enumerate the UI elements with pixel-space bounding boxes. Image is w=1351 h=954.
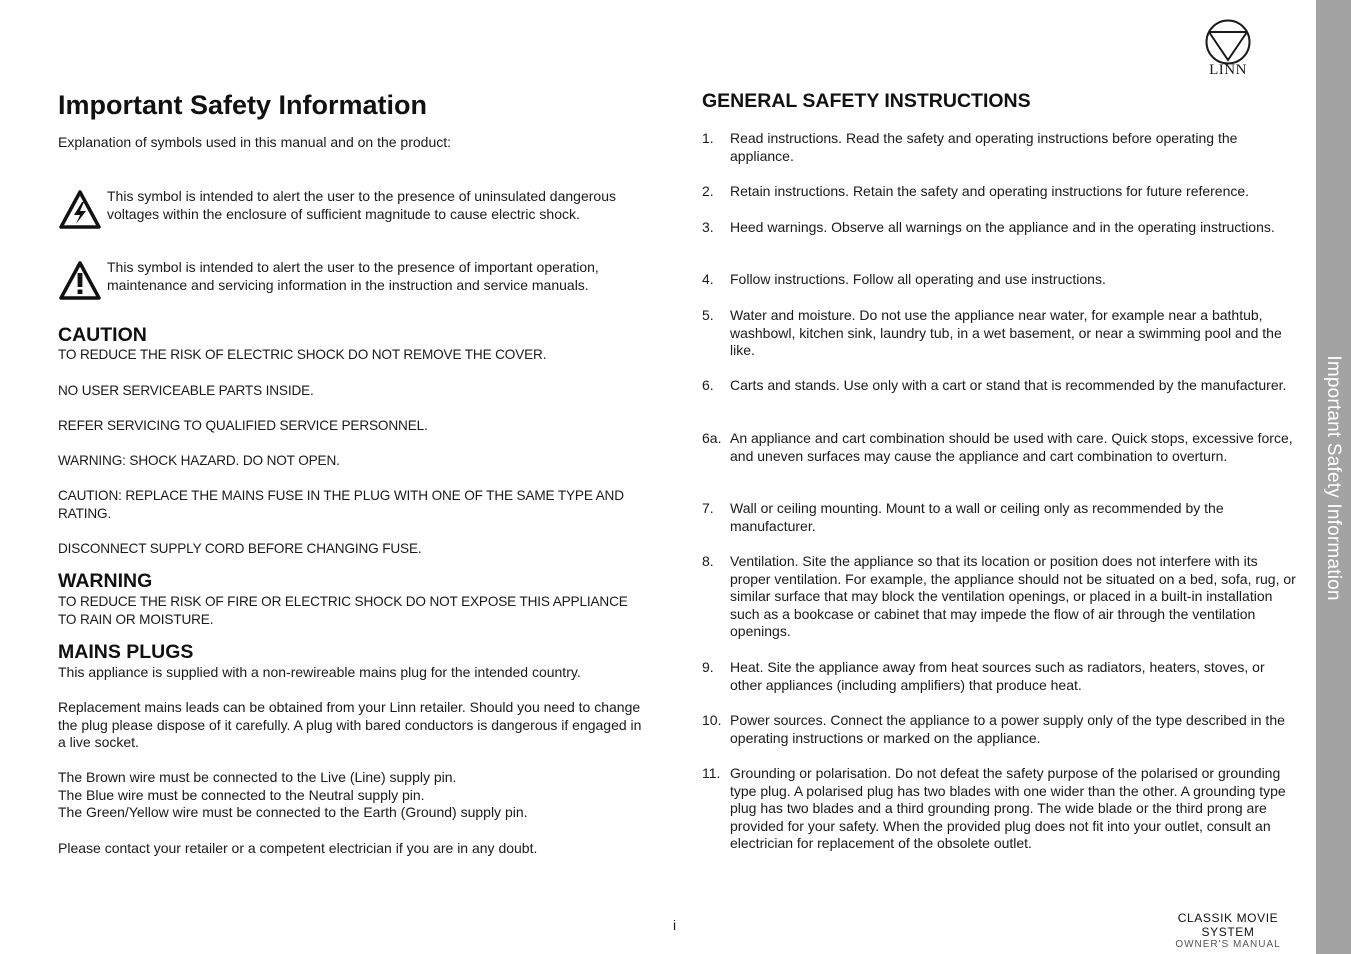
instruction-number: 3.: [702, 219, 714, 235]
instruction-number: 9.: [702, 659, 714, 675]
instruction-text: Wall or ceiling mounting. Mount to a wall or ceiling only as recommended by the manufacturer.: [730, 500, 1224, 534]
exclamation-warning-icon: [58, 259, 102, 303]
lightning-warning-icon: [58, 188, 102, 232]
general-safety-heading: GENERAL SAFETY INSTRUCTIONS: [702, 90, 1031, 112]
mains-paragraph: Replacement mains leads can be obtained from your Linn retailer. Should you need to change the plug please dispose of it carefully. A plug with bared conductors is dangerous if engaged in a live socket.: [58, 699, 642, 751]
instruction-item: [702, 271, 1297, 289]
instruction-text: Carts and stands. Use only with a cart or stand that is recommended by the manufacturer.: [730, 377, 1287, 393]
symbols-intro: Explanation of symbols used in this manual and on the product:: [58, 134, 452, 150]
page-number: i: [673, 917, 677, 933]
side-tab-label: Important Safety Information: [1323, 355, 1344, 601]
instruction-number: 5.: [702, 307, 714, 323]
instruction-number: 4.: [702, 271, 714, 287]
instruction-number: 2.: [702, 183, 714, 199]
manual-type: OWNER'S MANUAL: [1175, 939, 1281, 950]
instruction-text: Ventilation. Site the appliance so that its location or position does not interfere with its proper ventilation. For example, the appliance should not be situated on a bed, sofa, rug, or similar surface that may block the ventilation openings, or placed in a built-in installation such as a bookcase or cabinet that may impede the flow of air through the ventilation openings.: [730, 553, 1296, 640]
instruction-text: Read instructions. Read the safety and operating instructions before operating the appliance.: [730, 130, 1238, 164]
product-name: CLASSIK MOVIE SYSTEM: [1177, 911, 1279, 939]
symbol-info-text: This symbol is intended to alert the user to the presence of important operation, maintenance and servicing information in the instruction and service manuals.: [107, 259, 599, 293]
instruction-item: [702, 765, 1297, 853]
mains-paragraph: This appliance is supplied with a non-rewireable mains plug for the intended country.: [58, 664, 581, 680]
caution-heading: CAUTION: [58, 324, 147, 346]
left-column: [58, 86, 658, 856]
instruction-text: Retain instructions. Retain the safety and operating instructions for future reference.: [730, 183, 1250, 199]
instruction-item: [702, 219, 1297, 237]
warning-text: TO REDUCE THE RISK OF FIRE OR ELECTRIC SHOCK DO NOT EXPOSE THIS APPLIANCE TO RAIN OR MOISTURE.: [58, 594, 628, 627]
instruction-item: [702, 307, 1297, 360]
instruction-text: Heed warnings. Observe all warnings on the appliance and in the operating instructions.: [730, 219, 1275, 235]
symbol-row-info: [58, 259, 658, 303]
instruction-text: Power sources. Connect the appliance to a power supply only of the type described in the operating instructions or marked on the appliance.: [730, 712, 1285, 746]
page-title: Important Safety Information: [58, 90, 428, 120]
instruction-number: 7.: [702, 500, 714, 516]
instruction-item: [702, 659, 1297, 694]
instruction-text: Grounding or polarisation. Do not defeat the safety purpose of the polarised or grounding type plug. A polarised plug has two blades with one wider than the other. A grounding type plug has two blades and a third grounding prong. The wide blade or the third prong are provided for your safety. When the provided plug does not fit into your outlet, consult an electrician for replacement of the obsolete outlet.: [730, 765, 1286, 852]
logo-wordmark: LINN: [1209, 62, 1247, 78]
instruction-number: 1.: [702, 130, 714, 146]
instruction-text: Water and moisture. Do not use the appliance near water, for example near a bathtub, washbowl, kitchen sink, laundry tub, in a wet basement, or near a swimming pool and the like.: [730, 307, 1282, 359]
wire-blue: The Blue wire must be connected to the Neutral supply pin.: [58, 787, 425, 803]
caution-line: DISCONNECT SUPPLY CORD BEFORE CHANGING FUSE.: [58, 541, 422, 556]
instruction-item: [702, 712, 1297, 747]
caution-line: WARNING: SHOCK HAZARD. DO NOT OPEN.: [58, 453, 340, 468]
mains-paragraph: Please contact your retailer or a competent electrician if you are in any doubt.: [58, 840, 538, 856]
mains-plugs-heading: MAINS PLUGS: [58, 641, 194, 663]
instruction-text: An appliance and cart combination should be used with care. Quick stops, excessive force, and uneven surfaces may cause the appliance and cart combination to overturn.: [730, 430, 1293, 464]
manual-brand: [1160, 911, 1296, 951]
symbol-voltage-text: This symbol is intended to alert the user to the presence of uninsulated dangerous voltages within the enclosure of sufficient magnitude to cause electric shock.: [107, 188, 616, 222]
instruction-number: 11.: [702, 765, 721, 781]
symbol-row-voltage: [58, 188, 658, 232]
instruction-number: 10.: [702, 712, 722, 728]
instruction-item: [702, 553, 1297, 641]
caution-line: TO REDUCE THE RISK OF ELECTRIC SHOCK DO NOT REMOVE THE COVER.: [58, 347, 547, 362]
instruction-item: [702, 183, 1297, 201]
instruction-item: [702, 130, 1297, 165]
instruction-number: 6.: [702, 377, 714, 393]
instruction-text: Follow instructions. Follow all operating and use instructions.: [730, 271, 1106, 287]
instruction-number: 6a.: [702, 430, 722, 446]
caution-line: NO USER SERVICEABLE PARTS INSIDE.: [58, 383, 314, 398]
instruction-item: [702, 500, 1297, 535]
instruction-number: 8.: [702, 553, 714, 569]
instruction-item: [702, 430, 1297, 465]
caution-line: REFER SERVICING TO QUALIFIED SERVICE PERSONNEL.: [58, 418, 428, 433]
wire-brown: The Brown wire must be connected to the Live (Line) supply pin.: [58, 769, 457, 785]
wire-green-yellow: The Green/Yellow wire must be connected to the Earth (Ground) supply pin.: [58, 804, 528, 820]
instruction-item: [702, 377, 1297, 395]
instruction-text: Heat. Site the appliance away from heat sources such as radiators, heaters, stoves, or other appliances (including amplifiers) that produce heat.: [730, 659, 1265, 693]
warning-heading: WARNING: [58, 570, 153, 592]
caution-line: CAUTION: REPLACE THE MAINS FUSE IN THE PLUG WITH ONE OF THE SAME TYPE AND RATING.: [58, 488, 624, 521]
